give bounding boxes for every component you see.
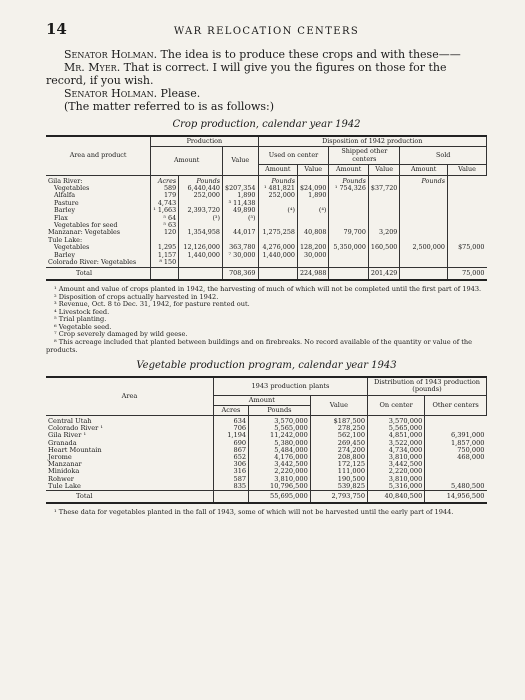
table-cell: $75,000 <box>447 244 486 251</box>
dialog-paragraph <box>46 100 487 113</box>
table-row <box>46 229 487 236</box>
footnote: ⁶ Vegetable seed. <box>54 322 112 331</box>
table-cell <box>258 259 297 267</box>
row-label: Manzanar <box>48 460 82 469</box>
col-header-amount: Amount <box>151 147 223 175</box>
table-cell <box>258 215 297 222</box>
total-cell: 75,000 <box>447 267 486 280</box>
table-cell: 562,100 <box>310 432 367 439</box>
row-label: Gila River: <box>48 176 83 185</box>
table-cell: 306 <box>213 461 248 468</box>
table-cell: 3,810,000 <box>249 476 311 483</box>
total-cell: 40,840,500 <box>368 491 425 504</box>
col-header-value: Value <box>368 165 399 175</box>
hearing-dialog <box>46 48 487 113</box>
table-cell: 190,500 <box>310 476 367 483</box>
col-header-value: Value <box>223 147 259 175</box>
total-row <box>46 267 487 280</box>
table-cell: 4,734,000 <box>368 447 425 454</box>
table-cell <box>400 192 448 199</box>
col-header-area: Area and product <box>46 136 151 175</box>
speech-text: Please. <box>157 87 201 100</box>
row-label: Vegetables <box>54 184 90 193</box>
dialog-paragraph <box>46 48 487 61</box>
table-row <box>46 207 487 214</box>
row-label: Manzanar: Vegetables <box>48 228 121 237</box>
col-header-acres: Acres <box>213 405 248 415</box>
table-cell: ¹ 754,326 <box>329 185 368 192</box>
row-label: Minidoka <box>48 467 80 476</box>
table-cell: 208,800 <box>310 454 367 461</box>
table-cell: 3,442,500 <box>368 461 425 468</box>
table-row <box>46 200 487 207</box>
table-cell: 1,194 <box>213 432 248 439</box>
table-cell: $207,354 <box>223 185 259 192</box>
table-cell: 3,810,000 <box>368 454 425 461</box>
table-cell: 706 <box>213 425 248 432</box>
table-cell: 2,393,720 <box>179 207 223 214</box>
row-label: Alfalfa <box>54 191 76 200</box>
table-cell: 252,000 <box>179 192 223 199</box>
footnote: ¹ Amount and value of crops planted in 1942, the harvesting of much of which will not be completed until the first part of 1943. <box>54 284 482 293</box>
total-cell: 14,956,500 <box>425 491 487 504</box>
table-cell: 274,200 <box>310 447 367 454</box>
table-cell: (³) <box>223 215 259 222</box>
col-header-amount: Amount <box>258 165 297 175</box>
table-cell: 589 <box>151 185 179 192</box>
col-header-area: Area <box>46 377 213 415</box>
table-cell <box>329 200 368 207</box>
table-cell: ⁸ 150 <box>151 259 179 267</box>
table-cell <box>297 259 328 267</box>
table-cell: 2,500,000 <box>400 244 448 251</box>
table-cell: ¹ 481,821 <box>258 185 297 192</box>
table-cell <box>400 200 448 207</box>
table-cell <box>400 215 448 222</box>
col-header-used-on-center: Used on center <box>258 147 329 165</box>
table-cell: 269,450 <box>310 440 367 447</box>
speech-text: That is correct. I will give you the figures on those for the record, if you wish. <box>46 61 447 87</box>
crop-production-table <box>46 135 487 281</box>
table-cell <box>447 200 486 207</box>
table-cell <box>368 259 399 267</box>
total-cell: 708,369 <box>223 267 259 280</box>
col-header-disposition: Disposition of 1942 production <box>258 136 487 147</box>
table-cell <box>400 207 448 214</box>
table-cell: 11,242,000 <box>249 432 311 439</box>
col-header-shipped: Shipped other centers <box>329 147 400 165</box>
col-header-other-centers: Other centers <box>425 395 487 415</box>
table-cell: 835 <box>213 483 248 491</box>
table-cell: $37,720 <box>368 185 399 192</box>
table-cell: 1,440,000 <box>179 252 223 259</box>
table-cell: 1,295 <box>151 244 179 251</box>
table-cell: 652 <box>213 454 248 461</box>
table-cell <box>297 215 328 222</box>
table-cell: 3,522,000 <box>368 440 425 447</box>
table-cell: 468,000 <box>425 454 487 461</box>
col-header-plants: 1943 production plants <box>213 377 367 395</box>
vegetable-program-table <box>46 376 487 504</box>
table-cell: $24,090 <box>297 185 328 192</box>
footnote: ⁵ Trial planting. <box>54 315 107 324</box>
table-cell <box>447 215 486 222</box>
row-label: Colorado River ¹ <box>48 424 104 433</box>
table-cell <box>447 192 486 199</box>
table-cell <box>447 222 486 229</box>
total-label: Total <box>46 491 213 504</box>
total-cell: 224,988 <box>297 267 328 280</box>
col-header-sold: Sold <box>400 147 487 165</box>
row-label: Vegetables for seed <box>54 221 118 230</box>
footnote: ⁷ Crop severely damaged by wild geese. <box>54 330 188 339</box>
row-label: Granada <box>48 438 77 447</box>
table-cell: ⁵ 64 <box>151 215 179 222</box>
table-cell: 5,565,000 <box>249 425 311 432</box>
table-cell: 6,440,440 <box>179 185 223 192</box>
table-cell: 2,220,000 <box>249 468 311 475</box>
table-cell: 79,700 <box>329 229 368 236</box>
table-cell: 111,000 <box>310 468 367 475</box>
row-label: Central Utah <box>48 417 92 426</box>
total-cell <box>258 267 297 280</box>
row-label: Rohwer <box>48 474 74 483</box>
table-cell <box>400 222 448 229</box>
speaker-name: Senator Holman. <box>64 87 158 100</box>
table-cell <box>425 461 487 468</box>
table-cell: 539,825 <box>310 483 367 491</box>
table-cell: 1,157 <box>151 252 179 259</box>
table-cell: 5,316,000 <box>368 483 425 491</box>
table-cell <box>400 252 448 259</box>
total-label: Total <box>46 267 151 280</box>
table-cell: 316 <box>213 468 248 475</box>
table2-title: Vegetable production program, calendar year 1943 <box>136 360 397 372</box>
footnote: ⁸ This acreage included that planted between buildings and on firebreaks. No record available of the quantity or value of the products. <box>46 338 473 354</box>
table-cell: 5,565,000 <box>368 425 425 432</box>
total-cell <box>400 267 448 280</box>
table-row <box>46 192 487 199</box>
table-cell: 3,570,000 <box>249 416 311 426</box>
table-cell: Pounds <box>258 175 297 185</box>
table-cell: ³ 11,438 <box>223 200 259 207</box>
table-cell <box>329 215 368 222</box>
table-cell: 120 <box>151 229 179 236</box>
table-cell: 363,780 <box>223 244 259 251</box>
table-cell: 10,796,500 <box>249 483 311 491</box>
row-label: Colorado River: Vegetables <box>48 258 137 267</box>
table-cell <box>400 185 448 192</box>
table-cell: ¹ 1,663 <box>151 207 179 214</box>
table-cell: 1,857,000 <box>425 440 487 447</box>
row-label: Tule Lake <box>48 481 81 490</box>
table-cell <box>368 252 399 259</box>
col-header-value: Value <box>310 395 367 415</box>
table-cell <box>447 252 486 259</box>
table-cell: ⁵ 63 <box>151 222 179 229</box>
table-cell: 40,808 <box>297 229 328 236</box>
table-cell <box>368 192 399 199</box>
table-cell <box>447 175 486 185</box>
table-cell: 3,810,000 <box>368 476 425 483</box>
table-cell <box>400 229 448 236</box>
table-cell <box>329 192 368 199</box>
table-cell <box>447 259 486 267</box>
running-title: WAR RELOCATION CENTERS <box>173 26 360 37</box>
table-cell: 49,890 <box>223 207 259 214</box>
table-cell <box>425 468 487 475</box>
col-header-amount: Amount <box>400 165 448 175</box>
table-cell <box>447 207 486 214</box>
row-label: Pasture <box>54 198 79 207</box>
table-cell <box>329 259 368 267</box>
speaker-name: Mr. Myer. <box>64 61 121 74</box>
table-cell: (³) <box>179 215 223 222</box>
table-cell: Pounds <box>179 175 223 185</box>
table-cell: 4,176,000 <box>249 454 311 461</box>
table-cell: 1,440,000 <box>258 252 297 259</box>
col-header-amount: Amount <box>329 165 368 175</box>
table-cell: 750,000 <box>425 447 487 454</box>
speaker-name: Senator Holman. <box>64 48 158 61</box>
row-label: Vegetables <box>54 243 90 252</box>
table-cell: Acres <box>151 175 179 185</box>
table-cell: 2,220,000 <box>368 468 425 475</box>
total-cell: 201,429 <box>368 267 399 280</box>
table-cell: Pounds <box>400 175 448 185</box>
table-cell: 4,743 <box>151 200 179 207</box>
table-cell <box>179 259 223 267</box>
table-row <box>46 259 487 267</box>
table2-footnotes <box>46 509 487 517</box>
table-cell: 6,391,000 <box>425 432 487 439</box>
table1-footnotes <box>46 286 487 354</box>
total-row <box>46 491 487 504</box>
total-cell: 55,695,000 <box>249 491 311 504</box>
dialog-paragraph <box>46 61 487 87</box>
table-cell <box>447 229 486 236</box>
table-cell: 179 <box>151 192 179 199</box>
dialog-paragraph <box>46 87 487 100</box>
total-cell <box>329 267 368 280</box>
table-cell: (⁴) <box>297 207 328 214</box>
row-label: Gila River ¹ <box>48 431 87 440</box>
table-cell: 1,354,958 <box>179 229 223 236</box>
table-cell: 30,000 <box>297 252 328 259</box>
col-header-value: Value <box>297 165 328 175</box>
row-label: Barley <box>54 206 75 215</box>
table-cell <box>329 252 368 259</box>
total-cell <box>151 267 179 280</box>
row-label: Jerome <box>48 453 72 462</box>
footnote: ¹ These data for vegetables planted in the fall of 1943, some of which will not be harvested until the early part of 1944. <box>54 508 454 517</box>
row-label: Barley <box>54 250 75 259</box>
table-cell: 5,480,500 <box>425 483 487 491</box>
total-cell <box>179 267 223 280</box>
table-cell: 690 <box>213 440 248 447</box>
page-header <box>46 20 487 42</box>
table-cell: 1,890 <box>223 192 259 199</box>
table-cell: (⁴) <box>258 207 297 214</box>
footnote: ³ Revenue, Oct. 8 to Dec. 31, 1942, for pasture rented out. <box>54 300 250 309</box>
row-label: Heart Mountain <box>48 445 102 454</box>
table-cell: ⁷ 30,000 <box>223 252 259 259</box>
table-cell: 5,350,000 <box>329 244 368 251</box>
total-cell: 2,793,750 <box>310 491 367 504</box>
col-header-pounds: Pounds <box>249 405 311 415</box>
table-cell <box>447 185 486 192</box>
table-cell <box>400 259 448 267</box>
table-cell: 278,250 <box>310 425 367 432</box>
table-cell: 1,890 <box>297 192 328 199</box>
table-cell: 1,275,258 <box>258 229 297 236</box>
table-cell <box>329 207 368 214</box>
table-cell: 4,276,000 <box>258 244 297 251</box>
row-label: Flax <box>54 213 68 222</box>
col-header-production: Production <box>151 136 258 147</box>
table-cell: Pounds <box>329 175 368 185</box>
table-cell: 3,442,500 <box>249 461 311 468</box>
table-cell <box>425 416 487 426</box>
footnote: ² Disposition of crops actually harvested in 1942. <box>54 292 219 301</box>
footnote: ⁴ Livestock feed. <box>54 307 110 316</box>
table-row <box>46 185 487 192</box>
table-cell: 5,484,000 <box>249 447 311 454</box>
table-cell: 634 <box>213 416 248 426</box>
table-row <box>46 483 487 491</box>
table-cell: 44,017 <box>223 229 259 236</box>
table-cell <box>368 215 399 222</box>
table-cell: 3,570,000 <box>368 416 425 426</box>
table1-title: Crop production, calendar year 1942 <box>172 119 361 130</box>
page-number: 14 <box>46 20 67 38</box>
col-header-amount: Amount <box>213 395 310 405</box>
col-header-distribution: Distribution of 1943 production (pounds) <box>368 377 487 395</box>
table-cell <box>368 207 399 214</box>
table-cell: $187,500 <box>310 416 367 426</box>
table-cell: 4,851,000 <box>368 432 425 439</box>
table-cell: 160,500 <box>368 244 399 251</box>
table-cell: 12,126,000 <box>179 244 223 251</box>
table-cell: 5,380,000 <box>249 440 311 447</box>
table-cell: 252,000 <box>258 192 297 199</box>
col-header-value: Value <box>447 165 486 175</box>
total-cell <box>213 491 248 504</box>
speech-text: The idea is to produce these crops and with these—— <box>157 48 461 61</box>
col-header-on-center: On center <box>368 395 425 415</box>
table-cell: 587 <box>213 476 248 483</box>
table-cell <box>368 200 399 207</box>
table-cell: 172,125 <box>310 461 367 468</box>
table-cell: 128,200 <box>297 244 328 251</box>
table-cell: 3,209 <box>368 229 399 236</box>
table-cell: 867 <box>213 447 248 454</box>
row-label: Tule Lake: <box>48 235 83 244</box>
table-cell <box>223 259 259 267</box>
speech-text: (The matter referred to is as follows:) <box>64 100 275 113</box>
